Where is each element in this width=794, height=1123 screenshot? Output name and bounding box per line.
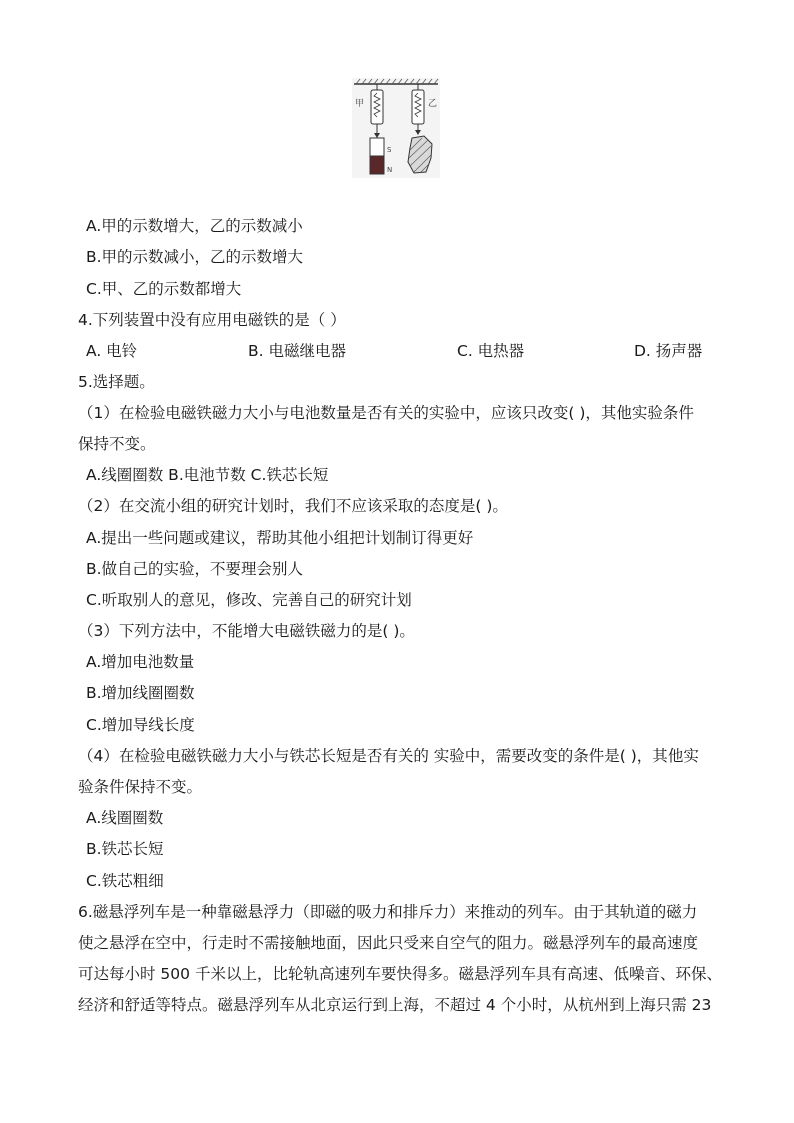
q6-line-1: 6.磁悬浮列车是一种靠磁悬浮力（即磁的吸力和排斥力）来推动的列车。由于其轨道的磁力 [78,903,698,921]
q5-sub3-option-b: B.增加线圈圈数 [86,684,195,702]
q5-sub2-option-c: C.听取别人的意见，修改、完善自己的研究计划 [86,591,412,609]
q4-option-a: A. 电铃 [86,342,138,360]
q5-sub4-line2: 验条件保持不变。 [78,778,203,796]
q3-option-a: A.甲的示数增大，乙的示数减小 [86,217,303,235]
q6-line-2: 使之悬浮在空中，行走时不需接触地面，因此只受来自空气的阻力。磁悬浮列车的最高速度 [78,934,699,952]
pole-n-label: N [387,166,393,174]
spring-scale-figure [352,78,440,178]
q6-line-4: 经济和舒适等特点。磁悬浮列车从北京运行到上海，不超过 4 个小时，从杭州到上海只需 23 [78,996,712,1014]
q5-sub1-line2: 保持不变。 [78,435,156,453]
q3-option-b: B.甲的示数减小，乙的示数增大 [86,248,304,266]
q5-sub2-option-a: A.提出一些问题或建议，帮助其他小组把计划制订得更好 [86,529,474,547]
q5-sub1-line1: （1）在检验电磁铁磁力大小与电池数量是否有关的实验中，应该只改变( )，其他实验条件 [78,404,694,422]
q5-sub3-option-c: C.增加导线长度 [86,716,195,734]
q4-option-d: D. 扬声器 [634,342,703,360]
q5-sub3-stem: （3）下列方法中，不能增大电磁铁磁力的是( )。 [78,622,415,640]
q5-stem: 5.选择题。 [78,373,155,391]
q5-sub4-option-c: C.铁芯粗细 [86,872,164,890]
q5-sub1-options: A.线圈圈数 B.电池节数 C.铁芯长短 [86,466,329,484]
q5-sub2-option-b: B.做自己的实验，不要理会别人 [86,560,304,578]
q4-option-b: B. 电磁继电器 [248,342,346,360]
q6-line-3: 可达每小时 500 千米以上，比轮轨高速列车要快得多。磁悬浮列车具有高速、低噪音、环保、 [78,965,722,983]
spring-scale-diagram [352,78,440,178]
q5-sub3-option-a: A.增加电池数量 [86,653,195,671]
q5-sub4-option-a: A.线圈圈数 [86,809,164,827]
q3-option-c: C.甲、乙的示数都增大 [86,280,242,298]
q4-stem: 4.下列装置中没有应用电磁铁的是（ ） [78,311,346,329]
q4-option-c: C. 电热器 [457,342,525,360]
label-yi: 乙 [428,99,438,109]
pole-s-label: S [387,146,392,154]
q5-sub4-line1: （4）在检验电磁铁磁力大小与铁芯长短是否有关的 实验中，需要改变的条件是( )，其他实 [78,747,699,765]
q5-sub2-stem: （2）在交流小组的研究计划时，我们不应该采取的态度是( )。 [78,497,508,515]
q4-options [86,341,726,361]
label-jia: 甲 [355,99,365,109]
q5-sub4-option-b: B.铁芯长短 [86,840,164,858]
